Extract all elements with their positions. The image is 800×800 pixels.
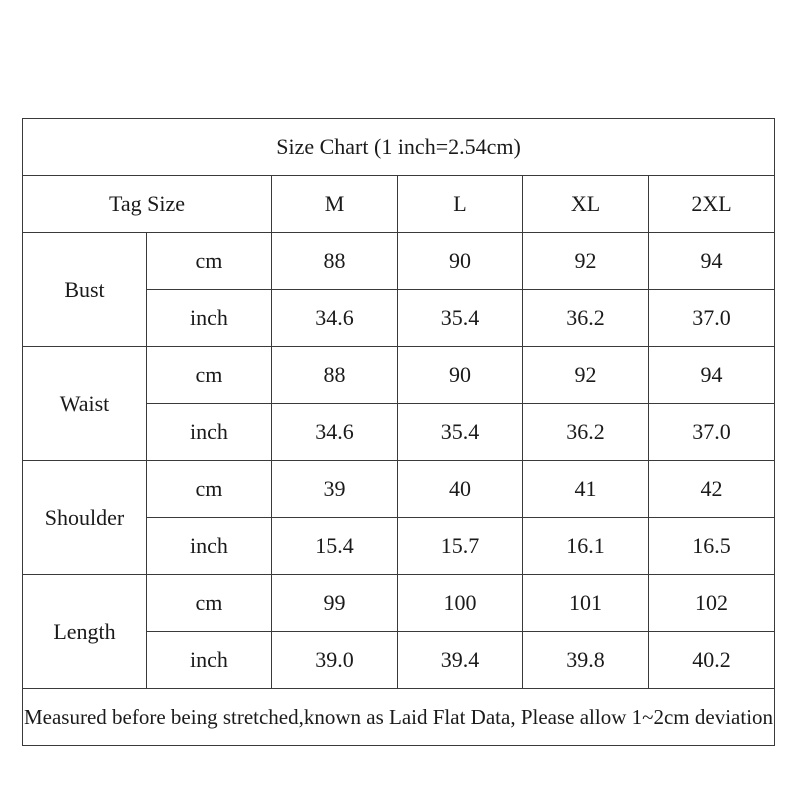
- table-cell: 35.4: [398, 290, 523, 347]
- measurement-label-bust: Bust: [23, 233, 147, 347]
- table-cell: 88: [272, 233, 398, 290]
- title-row: [23, 119, 775, 176]
- table-cell: 41: [523, 461, 649, 518]
- table-cell: 90: [398, 233, 523, 290]
- unit-label: inch: [147, 518, 272, 575]
- size-header-2xl: 2XL: [649, 176, 775, 233]
- table-cell: 102: [649, 575, 775, 632]
- tag-size-label: Tag Size: [23, 176, 272, 233]
- table-cell: 40: [398, 461, 523, 518]
- unit-label: cm: [147, 233, 272, 290]
- size-header-l: L: [398, 176, 523, 233]
- table-cell: 36.2: [523, 404, 649, 461]
- table-cell: 90: [398, 347, 523, 404]
- table-cell: 15.4: [272, 518, 398, 575]
- table-cell: 92: [523, 347, 649, 404]
- table-cell: 39.0: [272, 632, 398, 689]
- measurement-note: Measured before being stretched,known as Laid Flat Data, Please allow 1~2cm deviation: [23, 689, 775, 746]
- table-cell: 37.0: [649, 290, 775, 347]
- table-cell: 15.7: [398, 518, 523, 575]
- measurement-label-waist: Waist: [23, 347, 147, 461]
- unit-label: inch: [147, 290, 272, 347]
- size-chart-table: [22, 118, 775, 746]
- chart-title: Size Chart (1 inch=2.54cm): [23, 119, 775, 176]
- table-row: [23, 347, 775, 404]
- table-cell: 94: [649, 233, 775, 290]
- table-cell: 39.8: [523, 632, 649, 689]
- table-cell: 16.1: [523, 518, 649, 575]
- table-row: [23, 461, 775, 518]
- table-cell: 99: [272, 575, 398, 632]
- unit-label: cm: [147, 461, 272, 518]
- table-row: [23, 233, 775, 290]
- table-cell: 37.0: [649, 404, 775, 461]
- table-cell: 88: [272, 347, 398, 404]
- measurement-label-shoulder: Shoulder: [23, 461, 147, 575]
- measurement-label-length: Length: [23, 575, 147, 689]
- unit-label: inch: [147, 404, 272, 461]
- table-cell: 16.5: [649, 518, 775, 575]
- table-cell: 35.4: [398, 404, 523, 461]
- table-cell: 42: [649, 461, 775, 518]
- unit-label: cm: [147, 347, 272, 404]
- unit-label: inch: [147, 632, 272, 689]
- table-row: [23, 575, 775, 632]
- table-cell: 34.6: [272, 404, 398, 461]
- size-header-xl: XL: [523, 176, 649, 233]
- table-cell: 39: [272, 461, 398, 518]
- table-cell: 100: [398, 575, 523, 632]
- table-cell: 101: [523, 575, 649, 632]
- table-cell: 40.2: [649, 632, 775, 689]
- table-cell: 36.2: [523, 290, 649, 347]
- header-row: [23, 176, 775, 233]
- table-cell: 92: [523, 233, 649, 290]
- unit-label: cm: [147, 575, 272, 632]
- table-cell: 39.4: [398, 632, 523, 689]
- size-header-m: M: [272, 176, 398, 233]
- note-row: [23, 689, 775, 746]
- table-cell: 94: [649, 347, 775, 404]
- table-cell: 34.6: [272, 290, 398, 347]
